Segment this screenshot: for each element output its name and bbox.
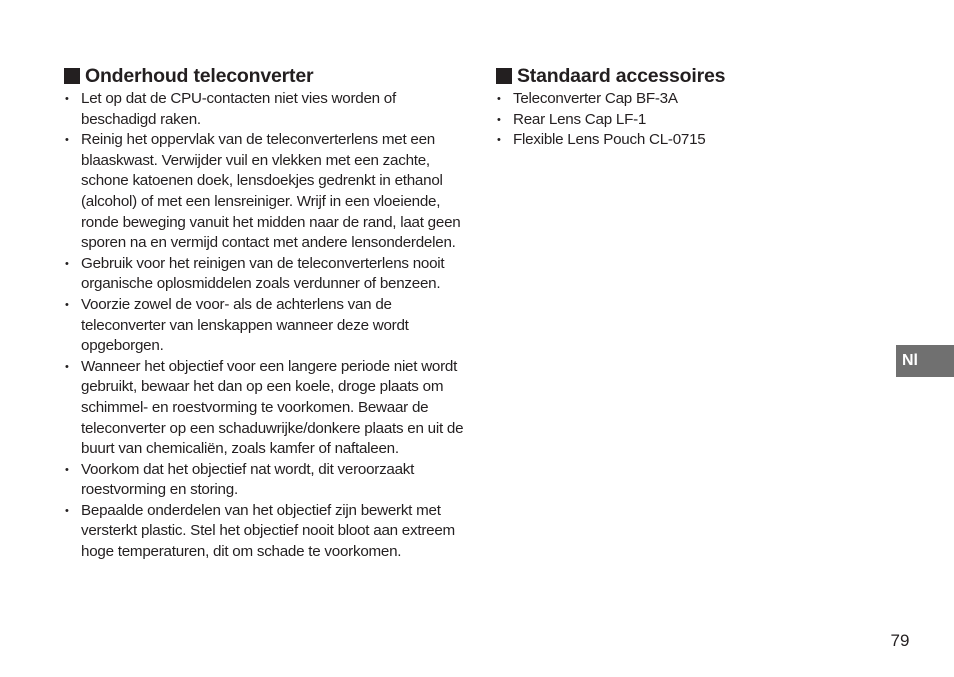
list-item: • Teleconverter Cap BF-3A xyxy=(496,89,896,110)
accessories-section xyxy=(496,64,896,151)
list-item: • Let op dat de CPU-contacten niet vies worden of beschadigd raken. xyxy=(65,90,396,128)
square-bullet-icon xyxy=(496,68,512,84)
maintenance-section xyxy=(64,64,464,563)
accessories-title: Standaard accessoires xyxy=(517,65,726,87)
language-tab: Nl xyxy=(896,345,954,377)
bullet-icon: • xyxy=(65,463,69,476)
accessories-list xyxy=(496,89,896,151)
list-item: • Wanneer het objectief voor een langere periode niet wordt gebruikt, bewaar het dan op een koele, droge plaats om schimmel- en roestvorming te voorkomen. Bewaar de teleconverter op een schaduwrijke/donkere plaats en uit de buurt van chemicaliën, zoals kamfer of naftaleen. xyxy=(65,357,464,458)
page-number: 79 xyxy=(890,631,910,650)
list-item: • Reinig het oppervlak van de teleconverterlens met een blaaskwast. Verwijder vuil en vlekken met een zachte, schone katoenen doek, lensdoekjes gedrenkt in ethanol (alcohol) of met een lensreiniger. Wrijf in een vloeiende, ronde beweging vanuit het midden naar de rand, laat geen sporen na en vermijd contact met andere lensonderdelen. xyxy=(65,131,461,252)
bullet-icon: • xyxy=(65,93,69,105)
bullet-icon: • xyxy=(497,134,501,147)
bullet-icon: • xyxy=(497,113,501,126)
maintenance-heading xyxy=(64,64,464,88)
bullet-icon: • xyxy=(65,134,69,147)
bullet-icon: • xyxy=(497,93,501,105)
square-bullet-icon xyxy=(64,68,80,84)
list-item: • Bepaalde onderdelen van het objectief zijn bewerkt met versterkt plastic. Stel het objectief nooit bloot aan extreem hoge temperaturen, dit om schade te voorkomen. xyxy=(65,501,455,561)
bullet-icon: • xyxy=(65,360,69,373)
maintenance-title: Onderhoud teleconverter xyxy=(85,65,314,87)
list-item: • Voorzie zowel de voor- als de achterlens van de teleconverter van lenskappen wanneer deze wordt opgeborgen. xyxy=(65,295,409,355)
bullet-icon: • xyxy=(65,257,69,270)
bullet-icon: • xyxy=(65,504,69,517)
bullet-icon: • xyxy=(65,298,69,311)
list-item: • Gebruik voor het reinigen van de teleconverterlens nooit organische oplosmiddelen zoals verdunner of benzeen. xyxy=(65,254,445,293)
list-item: • Voorkom dat het objectief nat wordt, dit veroorzaakt roestvorming en storing. xyxy=(65,460,415,499)
accessories-heading xyxy=(496,64,896,88)
list-item: • Flexible Lens Pouch CL-0715 xyxy=(496,130,896,151)
list-item: • Rear Lens Cap LF-1 xyxy=(496,110,896,131)
maintenance-list xyxy=(64,89,464,563)
